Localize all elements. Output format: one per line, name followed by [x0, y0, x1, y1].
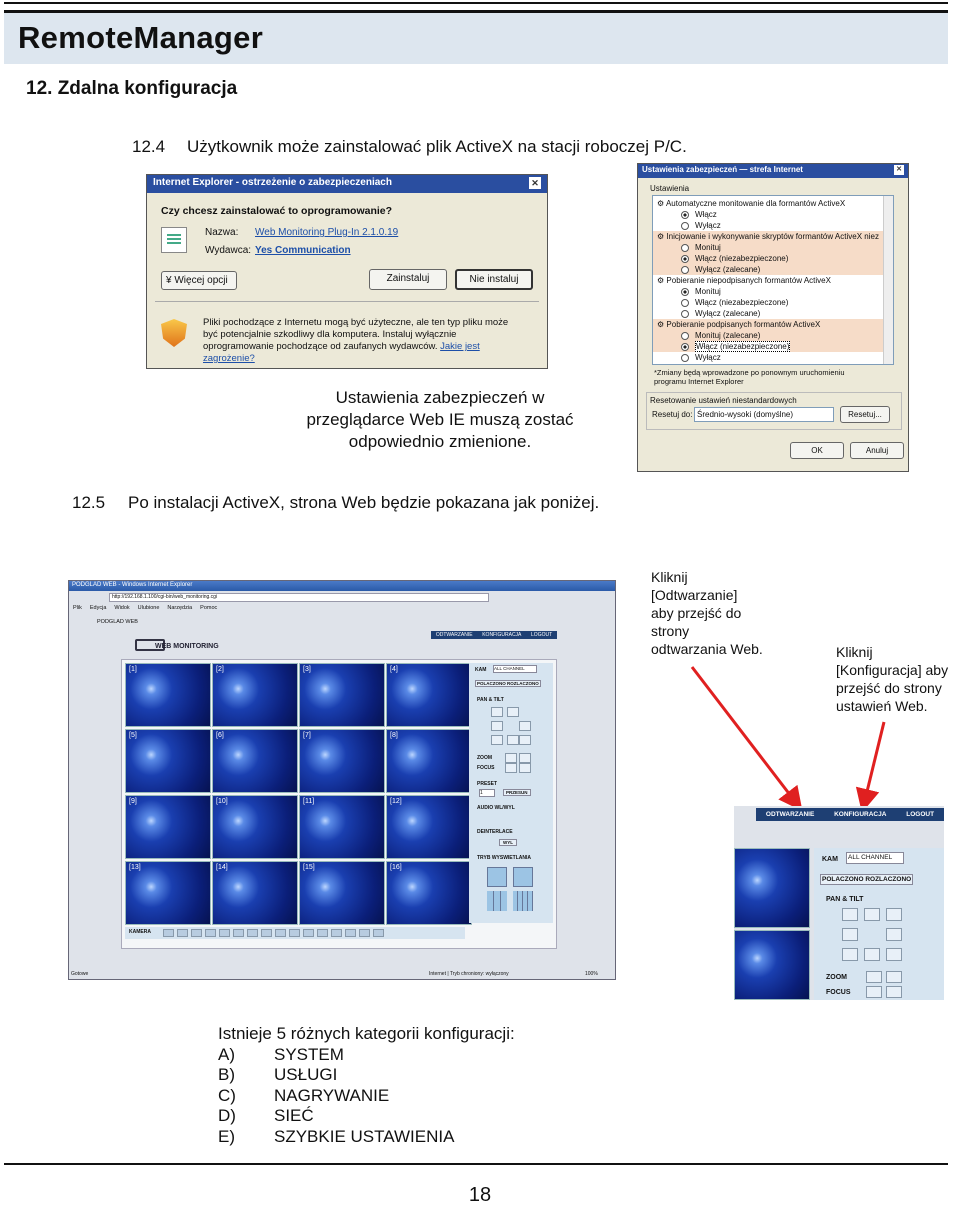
camera-number: [8]	[390, 732, 398, 739]
footer-rule	[4, 1163, 948, 1165]
preset-select[interactable]: 1	[479, 789, 495, 797]
category-name: SYSTEM	[274, 1044, 344, 1064]
camera-number: [7]	[303, 732, 311, 739]
settings-row-label: Wyłącz	[695, 221, 721, 230]
callout-line: odtwarzania Web.	[651, 641, 763, 657]
ptz-up-icon[interactable]	[864, 908, 880, 921]
reset-level-select[interactable]: Średnio-wysoki (domyślne)	[694, 407, 834, 422]
camera-number: [10]	[216, 798, 228, 805]
category-item	[218, 1106, 515, 1127]
gear-icon: ⚙	[657, 276, 667, 285]
kam-select[interactable]: ALL CHANNEL	[493, 665, 537, 673]
kam-label: KAM	[822, 856, 838, 863]
focus-far-icon[interactable]	[886, 986, 902, 998]
deinterlace-label: DEINTERLACE	[477, 829, 513, 835]
category-name: SIEĆ	[274, 1106, 314, 1125]
name-value-link[interactable]: Web Monitoring Plug-In 2.1.0.19	[255, 227, 399, 238]
menu-item[interactable]: Ulubione	[137, 605, 160, 611]
camera-number: [13]	[129, 864, 141, 871]
settings-row-label: Pobieranie niepodpisanych formantów ActiveX	[666, 276, 831, 285]
category-items	[218, 1045, 515, 1148]
browser-tab[interactable]: PODGLAD WEB	[97, 619, 138, 625]
camera-number: [14]	[216, 864, 228, 871]
note-line: przeglądarce Web IE muszą zostać	[306, 410, 574, 429]
nav-logout[interactable]: LOGOUT	[531, 632, 553, 638]
settings-row-label: Automatyczne monitowanie dla formantów ActiveX	[665, 199, 846, 208]
gear-icon: ⚙	[657, 232, 667, 241]
nav-config[interactable]: KONFIGURACJA	[834, 811, 887, 818]
connect-buttons[interactable]: POLACZONO ROZLACZONO	[477, 681, 539, 686]
camera-number: [2]	[216, 666, 224, 673]
note-line: odpowiednio zmienione.	[348, 432, 532, 451]
status-zone: Internet | Tryb chroniony: wyłączony	[429, 971, 509, 977]
category-item	[218, 1127, 515, 1148]
audio-toggle[interactable]: AUDIO WL/WYL	[477, 805, 515, 811]
settings-row-label: Włącz (niezabezpieczone)	[695, 254, 789, 263]
risk-link[interactable]: Jakie jest zagrożenie?	[203, 341, 480, 364]
settings-row-label: Włącz	[695, 210, 717, 219]
pan-tilt-label: PAN & TILT	[477, 697, 504, 703]
preset-label: PRESET	[477, 781, 498, 787]
menu-item[interactable]: Narzędzia	[167, 605, 193, 611]
camera-number: [6]	[216, 732, 224, 739]
zoom-in-icon[interactable]	[866, 971, 882, 983]
chapter-title: 12. Zdalna konfiguracja	[26, 78, 238, 99]
more-options-label: Więcej opcji	[174, 275, 228, 286]
gear-icon: ⚙	[657, 199, 666, 208]
category-name: USŁUGI	[274, 1065, 338, 1084]
category-name: SZYBKIE USTAWIENIA	[274, 1126, 455, 1146]
camera-number: [11]	[303, 798, 315, 805]
status-left: Gotowe	[71, 971, 89, 977]
category-letter: E)	[218, 1126, 235, 1146]
settings-row-label: Monituj	[695, 287, 721, 296]
callout-line: przejść do strony	[836, 680, 942, 696]
camera-number: [15]	[303, 864, 315, 871]
zoom-nav	[756, 808, 944, 821]
camera-view[interactable]	[734, 930, 810, 1000]
callout-line: [Konfiguracja] aby	[836, 662, 949, 678]
settings-row-label: Monituj (zalecane)	[695, 331, 761, 340]
category-item	[218, 1065, 515, 1086]
callout-line: [Odtwarzanie]	[651, 587, 738, 603]
settings-row-label: Wyłącz (zalecane)	[695, 309, 761, 318]
menu-item[interactable]: Edycja	[89, 605, 107, 611]
nav-config[interactable]: KONFIGURACJA	[482, 632, 522, 638]
category-letter: A)	[218, 1044, 235, 1064]
close-icon[interactable]: ✕	[894, 165, 904, 175]
ptz-left-icon[interactable]	[842, 928, 858, 941]
zoom-label: ZOOM	[826, 974, 847, 981]
category-item	[218, 1045, 515, 1066]
settings-row-label: Włącz (niezabezpieczone)	[696, 342, 790, 351]
publisher-link[interactable]: Yes Communication	[255, 245, 351, 256]
zoomed-web-ui	[734, 806, 944, 1000]
name-label: Nazwa:	[205, 227, 239, 238]
callout-line: Kliknij	[651, 569, 688, 585]
menu-item[interactable]: Pomoc	[200, 605, 218, 611]
no-install-button[interactable]: Nie instaluj	[455, 269, 533, 290]
section-number: 12.5	[72, 493, 106, 512]
display-mode-label: TRYB WYSWIETLANIA	[477, 855, 531, 861]
nav-playback[interactable]: ODTWARZANIE	[435, 632, 473, 638]
camera-number: [1]	[129, 666, 137, 673]
nav-playback[interactable]: ODTWARZANIE	[765, 811, 815, 818]
doc-title: RemoteManager	[18, 20, 264, 55]
settings-row-label: Inicjowanie i wykonywanie skryptów formantów ActiveX niez	[666, 232, 879, 241]
camera-number: [4]	[390, 666, 398, 673]
settings-row-label: Wyłącz	[695, 353, 721, 362]
publisher-label: Wydawca:	[205, 245, 252, 256]
kam-select[interactable]: ALL CHANNEL	[846, 852, 904, 864]
settings-row-label: Pobieranie podpisanych formantów ActiveX	[666, 320, 821, 329]
note-line: Ustawienia zabezpieczeń w	[335, 388, 545, 407]
callout-line: ustawień Web.	[836, 698, 928, 714]
camera-number: [3]	[303, 666, 311, 673]
ptz-down-right-icon[interactable]	[886, 948, 902, 961]
focus-label: FOCUS	[477, 765, 495, 771]
address-bar[interactable]: http://192.168.1.100/cgi-bin/web_monitoring.cgi	[109, 593, 489, 602]
settings-row-label: Wyłącz (zalecane)	[695, 265, 761, 274]
category-letter: B)	[218, 1065, 235, 1084]
ptz-up-left-icon[interactable]	[842, 908, 858, 921]
arrow-config	[864, 722, 884, 804]
chevron-down-icon: ¥	[166, 275, 175, 286]
ok-button[interactable]: OK	[790, 442, 844, 459]
deinterlace-button[interactable]: WYL	[499, 839, 517, 846]
callout-line: Kliknij	[836, 644, 873, 660]
arrow-playback	[692, 667, 797, 804]
focus-label: FOCUS	[826, 989, 851, 996]
nav-logout[interactable]: LOGOUT	[906, 811, 935, 818]
install-button[interactable]: Zainstaluj	[369, 269, 447, 290]
pan-tilt-label: PAN & TILT	[826, 896, 864, 903]
settings-row-label: Monituj	[695, 243, 721, 252]
settings-group-label: Ustawienia	[650, 184, 690, 193]
settings-title: Ustawienia zabezpieczeń — strefa Internet	[642, 165, 803, 174]
camera-number: [16]	[390, 864, 402, 871]
camera-number: [5]	[129, 732, 137, 739]
restart-note: *Zmiany będą wprowadzone po ponownym uruchomieniu programu Internet Explorer	[654, 368, 845, 386]
section-text: Po instalacji ActiveX, strona Web będzie pokazana jak poniżej.	[128, 493, 600, 512]
close-icon[interactable]: ✕	[529, 177, 541, 189]
section-text: Użytkownik może zainstalować plik ActiveX na stacji roboczej P/C.	[187, 137, 687, 156]
camera-number: [12]	[390, 798, 402, 805]
gear-icon: ⚙	[657, 320, 667, 329]
install-question: Czy chcesz zainstalować to oprogramowanie?	[161, 205, 393, 217]
zoom-control-panel	[814, 848, 944, 1000]
category-name: NAGRYWANIE	[274, 1085, 390, 1105]
reset-to-label: Resetuj do:	[652, 410, 693, 419]
callout-line: aby przejść do	[651, 605, 742, 621]
dialog-title: Internet Explorer - ostrzeżenie o zabezpieczeniach	[153, 177, 392, 188]
focus-near-icon[interactable]	[866, 986, 882, 998]
ptz-down-left-icon[interactable]	[842, 948, 858, 961]
camera-number: [9]	[129, 798, 137, 805]
category-letter: C)	[218, 1085, 236, 1105]
brand-label: WEB MONITORING	[155, 643, 219, 650]
status-zoom: 100%	[585, 971, 598, 977]
zoom-out-icon[interactable]	[886, 971, 902, 983]
browser-titlebar: PODGLAD WEB - Windows Internet Explorer	[69, 581, 615, 591]
page-number: 18	[468, 1184, 492, 1206]
category-letter: D)	[218, 1106, 236, 1125]
section-number: 12.4	[132, 137, 166, 156]
kam-label: KAM	[475, 667, 487, 673]
preset-move-button[interactable]: PRZESUN	[503, 789, 531, 796]
reset-button[interactable]: Resetuj...	[840, 406, 890, 423]
camera-view[interactable]	[734, 848, 810, 928]
settings-row-label: Włącz (niezabezpieczone)	[695, 298, 789, 307]
camera-label: KAMERA	[129, 929, 151, 935]
reset-group-label: Resetowanie ustawień niestandardowych	[650, 396, 797, 405]
menu-item[interactable]: Plik	[73, 605, 82, 611]
connect-buttons[interactable]: POLACZONO ROZLACZONO	[822, 876, 912, 883]
warning-body: Pliki pochodzące z Internetu mogą być użyteczne, ale ten typ pliku może być potencjalnie szkodliwy dla komputera. Instaluj wyłącznie oprogramowanie pochodzące od zaufanych wydawców.	[203, 317, 509, 352]
ptz-right-icon[interactable]	[886, 928, 902, 941]
menu-item[interactable]: Widok	[114, 605, 130, 611]
ptz-up-right-icon[interactable]	[886, 908, 902, 921]
cancel-button[interactable]: Anuluj	[850, 442, 904, 459]
callout-line: strony	[651, 623, 690, 639]
categories-list	[218, 1024, 515, 1147]
categories-intro: Istnieje 5 różnych kategorii konfiguracji:	[218, 1024, 515, 1043]
category-item	[218, 1086, 515, 1107]
ptz-down-icon[interactable]	[864, 948, 880, 961]
zoom-label: ZOOM	[477, 755, 492, 761]
